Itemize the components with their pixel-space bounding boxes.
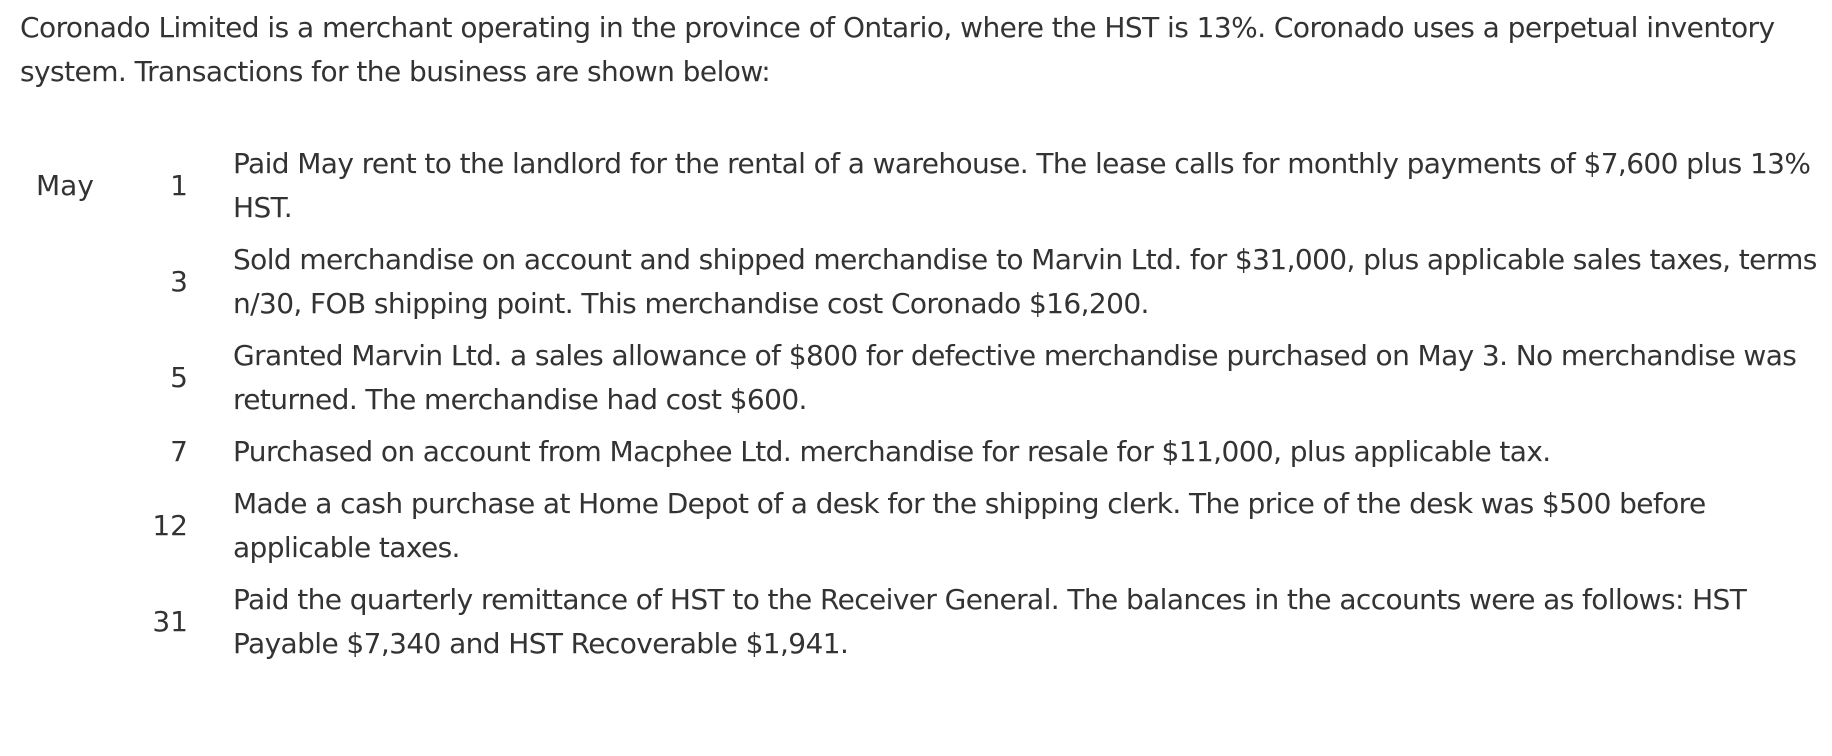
transaction-description: Purchased on account from Macphee Ltd. merchandise for resale for $11,000, plus applicable tax.	[233, 435, 1551, 468]
transaction-description: Made a cash purchase at Home Depot of a desk for the shipping clerk. The price of the desk was $500 before applicable taxes.	[233, 487, 1706, 564]
problem-intro: Coronado Limited is a merchant operating in the province of Ontario, where the HST is 13%. Coronado uses a perpetual inventory system. Transactions for the business are shown below:	[20, 11, 1775, 88]
transaction-description: Sold merchandise on account and shipped merchandise to Marvin Ltd. for $31,000, plus applicable sales taxes, terms n/30, FOB shipping point. This merchandise cost Coronado $16,200.	[233, 243, 1817, 320]
transaction-day: 12	[152, 509, 188, 542]
transaction-description: Paid the quarterly remittance of HST to the Receiver General. The balances in the accounts were as follows: HST Payable $7,340 and HST Recoverable $1,941.	[233, 583, 1747, 660]
transaction-row	[20, 142, 1820, 230]
transaction-row	[20, 238, 1820, 326]
transaction-row	[20, 482, 1820, 570]
transaction-day: 1	[170, 169, 188, 202]
transaction-row	[20, 334, 1820, 422]
transaction-list	[20, 142, 1820, 674]
transaction-day: 31	[152, 605, 188, 638]
transaction-day: 5	[170, 361, 188, 394]
transaction-description: Granted Marvin Ltd. a sales allowance of $800 for defective merchandise purchased on May 3. No merchandise was returned. The merchandise had cost $600.	[233, 339, 1797, 416]
transaction-row	[20, 430, 1820, 474]
transaction-day: 3	[170, 265, 188, 298]
transaction-row	[20, 578, 1820, 666]
transaction-month: May	[36, 169, 94, 202]
transaction-description: Paid May rent to the landlord for the rental of a warehouse. The lease calls for monthly payments of $7,600 plus 13% HST.	[233, 147, 1811, 224]
transaction-day: 7	[170, 435, 188, 468]
